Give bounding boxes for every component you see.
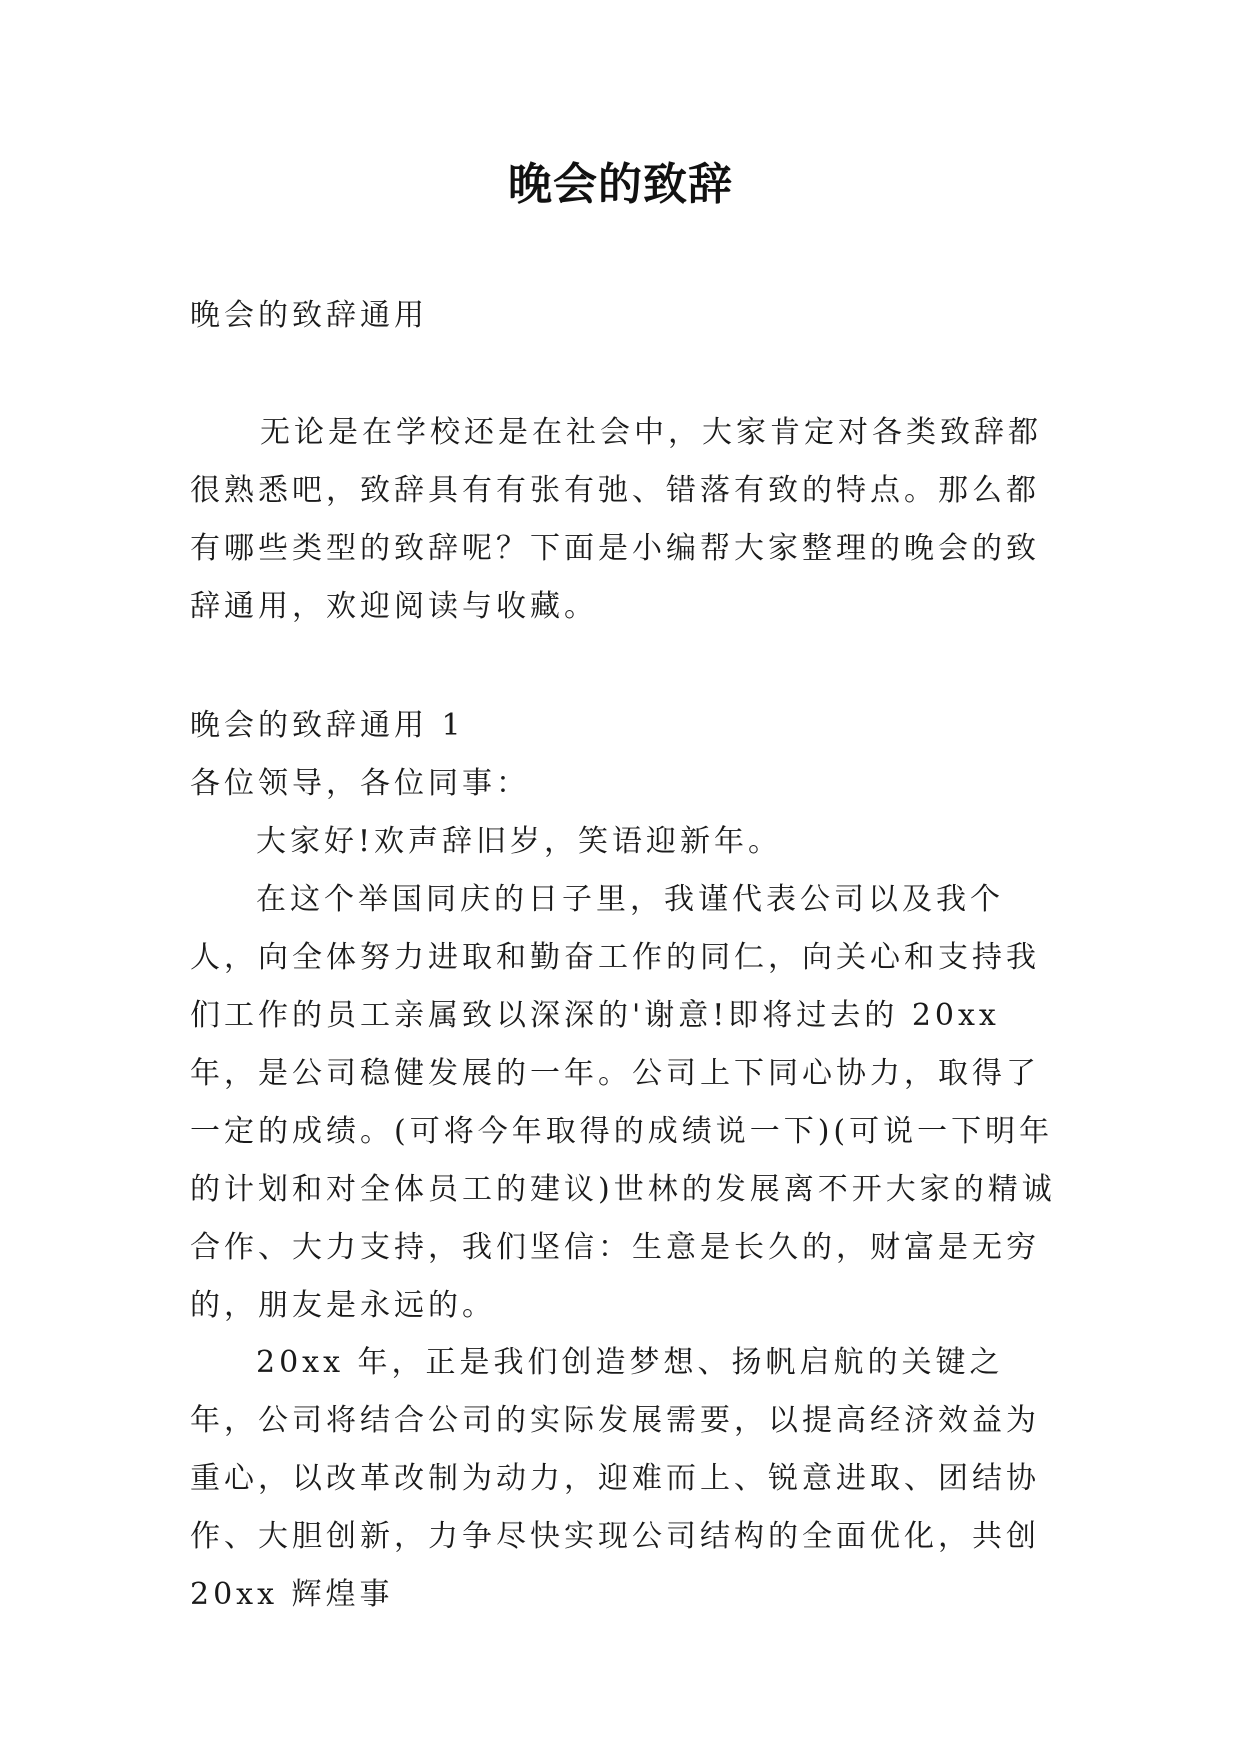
document-title: 晚会的致辞 [508, 159, 733, 210]
greeting-line: 各位领导，各位同事： [190, 766, 530, 801]
document-subtitle: 晚会的致辞通用 [190, 298, 428, 333]
body-paragraph: 在这个举国同庆的日子里，我谨代表公司以及我个人，向全体努力进取和勤奋工作的同仁，向关心和支持我们工作的员工亲属致以深深的'谢意!即将过去的 20xx 年，是公司稳健发展的一年。公司上下同心协力，取得了一定的成绩。(可将今年取得的成绩说一下)(可说一下明年的计划和对全体员工的建议)世林的发展离不开大家的精诚合作、大力支持，我们坚信：生意是长久的，财富是无穷的，朋友是永远的。 [190, 882, 1056, 1323]
intro-paragraph: 无论是在学校还是在社会中，大家肯定对各类致辞都很熟悉吧，致辞具有有张有弛、错落有致的特点。那么都有哪些类型的致辞呢？下面是小编帮大家整理的晚会的致辞通用，欢迎阅读与收藏。 [190, 415, 1042, 624]
section-heading: 晚会的致辞通用 1 [190, 708, 465, 743]
body-paragraph: 大家好!欢声辞旧岁，笑语迎新年。 [256, 824, 783, 859]
body-paragraph: 20xx 年，正是我们创造梦想、扬帆启航的关键之年，公司将结合公司的实际发展需要，以提高经济效益为重心，以改革改制为动力，迎难而上、锐意进取、团结协作、大胆创新，力争尽快实现公司结构的全面优化，共创 20xx 辉煌事 [190, 1345, 1040, 1612]
